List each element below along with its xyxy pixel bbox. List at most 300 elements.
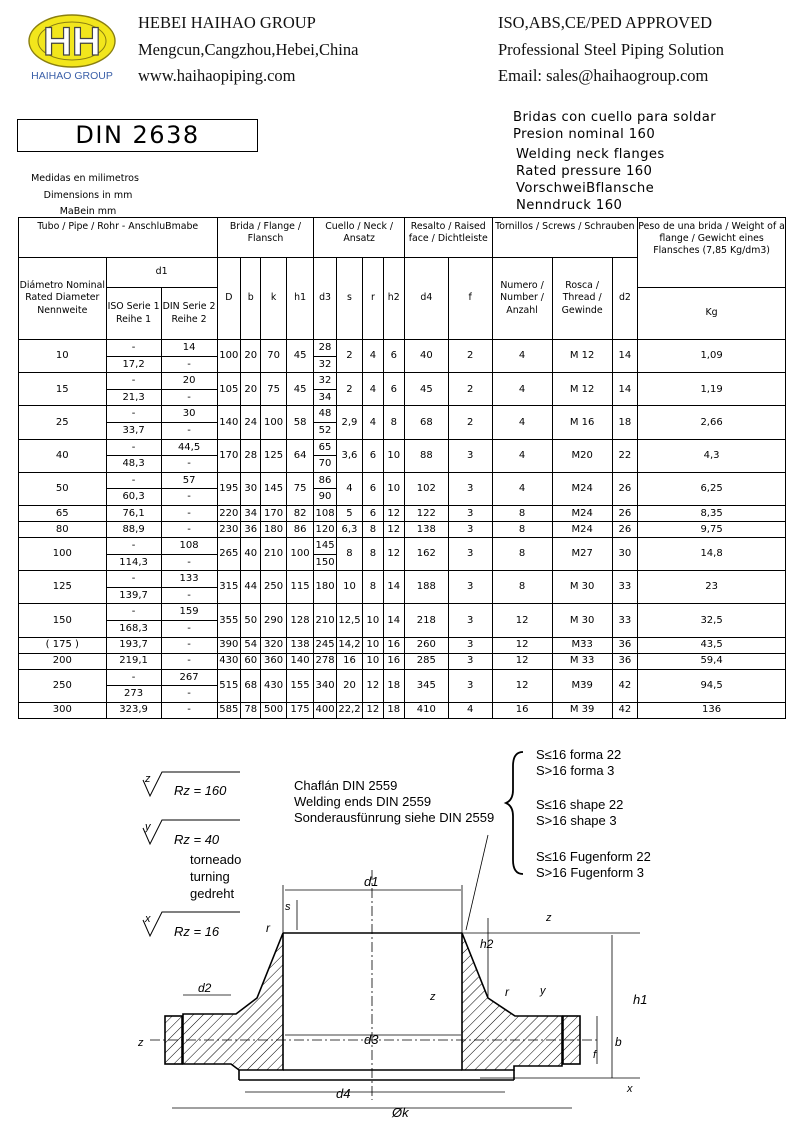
roughness-symbol-z bbox=[143, 772, 240, 798]
company-logo bbox=[26, 10, 118, 86]
desc-en-pressure: Rated pressure 160 bbox=[516, 164, 653, 179]
cell-d4: 102 bbox=[404, 472, 448, 505]
cell-k: 320 bbox=[261, 637, 286, 653]
cell-din: - bbox=[161, 702, 217, 718]
cell-din: 159 bbox=[161, 604, 217, 621]
cell-n: 8 bbox=[492, 571, 552, 604]
header-h1: h1 bbox=[286, 258, 314, 340]
label-d1: d1 bbox=[364, 874, 379, 889]
cell-iso: 48,3 bbox=[106, 456, 161, 473]
cell-kg: 136 bbox=[638, 702, 786, 718]
cell-d3: 108 bbox=[314, 505, 336, 521]
cell-d4: 88 bbox=[404, 439, 448, 472]
cell-din: - bbox=[161, 637, 217, 653]
cell-b: 78 bbox=[241, 702, 261, 718]
cell-d: 140 bbox=[217, 406, 240, 439]
cell-iso: 139,7 bbox=[106, 587, 161, 604]
label-z3: z bbox=[430, 991, 436, 1003]
cell-k: 75 bbox=[261, 373, 286, 406]
cell-n: 12 bbox=[492, 604, 552, 637]
cell-d3: 120 bbox=[314, 521, 336, 537]
label-s: s bbox=[285, 901, 291, 913]
cell-iso: - bbox=[106, 604, 161, 621]
cell-h1: 45 bbox=[286, 373, 314, 406]
cell-k: 210 bbox=[261, 537, 286, 570]
turning-de: gedreht bbox=[190, 886, 235, 901]
cell-d4: 162 bbox=[404, 537, 448, 570]
cell-iso: - bbox=[106, 439, 161, 456]
cell-d: 390 bbox=[217, 637, 240, 653]
company-website[interactable]: www.haihaopiping.com bbox=[138, 66, 296, 85]
label-z: z bbox=[546, 912, 552, 924]
dimensions-table bbox=[18, 217, 786, 719]
table-row bbox=[19, 373, 786, 390]
header-d1: d1 bbox=[106, 258, 217, 288]
cell-din: - bbox=[161, 653, 217, 669]
cell-thread: M33 bbox=[552, 637, 612, 653]
company-credentials bbox=[498, 10, 724, 90]
cell-h2: 6 bbox=[383, 373, 404, 406]
cell-thread: M 16 bbox=[552, 406, 612, 439]
cell-r: 8 bbox=[363, 571, 383, 604]
cell-h2: 12 bbox=[383, 521, 404, 537]
cell-din: - bbox=[161, 505, 217, 521]
cell-f: 3 bbox=[448, 653, 492, 669]
slogan-text: Professional Steel Piping Solution bbox=[498, 39, 724, 59]
header-kg: Kg bbox=[638, 288, 786, 340]
table-row bbox=[19, 669, 786, 686]
cell-d2: 26 bbox=[612, 472, 637, 505]
cell-b: 40 bbox=[241, 537, 261, 570]
dims-de: MaBein mm bbox=[59, 206, 117, 217]
cell-thread: M20 bbox=[552, 439, 612, 472]
table-row bbox=[19, 406, 786, 423]
cell-d3: 245 bbox=[314, 637, 336, 653]
cell-kg: 14,8 bbox=[638, 537, 786, 570]
cell-k: 125 bbox=[261, 439, 286, 472]
cell-d4: 45 bbox=[404, 373, 448, 406]
cell-d: 105 bbox=[217, 373, 240, 406]
cell-iso: 88,9 bbox=[106, 521, 161, 537]
cell-k: 180 bbox=[261, 521, 286, 537]
cell-r: 10 bbox=[363, 604, 383, 637]
cell-h1: 128 bbox=[286, 604, 314, 637]
cell-iso: 33,7 bbox=[106, 422, 161, 439]
cell-b: 50 bbox=[241, 604, 261, 637]
cell-din: - bbox=[161, 686, 217, 703]
cell-s: 6,3 bbox=[336, 521, 362, 537]
cell-iso: - bbox=[106, 537, 161, 554]
cell-k: 360 bbox=[261, 653, 286, 669]
header-b: b bbox=[241, 258, 261, 340]
roughness-1-text: Rz = 160 bbox=[174, 783, 227, 798]
cell-dn: 300 bbox=[19, 702, 107, 718]
table-row bbox=[19, 537, 786, 554]
cell-d: 355 bbox=[217, 604, 240, 637]
cell-d3: 34 bbox=[314, 389, 336, 406]
cell-f: 3 bbox=[448, 472, 492, 505]
cell-f: 3 bbox=[448, 669, 492, 702]
cell-thread: M 30 bbox=[552, 604, 612, 637]
cell-h2: 16 bbox=[383, 637, 404, 653]
table-row bbox=[19, 439, 786, 456]
cell-d2: 33 bbox=[612, 571, 637, 604]
cell-d3: 180 bbox=[314, 571, 336, 604]
cell-d4: 218 bbox=[404, 604, 448, 637]
cell-h1: 175 bbox=[286, 702, 314, 718]
cell-h2: 12 bbox=[383, 537, 404, 570]
cell-r: 6 bbox=[363, 439, 383, 472]
flange-drawing bbox=[0, 740, 793, 1122]
cell-h2: 18 bbox=[383, 702, 404, 718]
cell-d2: 14 bbox=[612, 373, 637, 406]
header-flange: Brida / Flange / Flansch bbox=[217, 218, 314, 258]
cell-b: 30 bbox=[241, 472, 261, 505]
header-weight: Peso de una brida / Weight of a flange / Gewicht eines Flansches (7,85 Kg/dm3) bbox=[638, 218, 786, 288]
cell-s: 22,2 bbox=[336, 702, 362, 718]
cell-b: 44 bbox=[241, 571, 261, 604]
company-address: Mengcun,Cangzhou,Hebei,China bbox=[138, 39, 359, 59]
desc-de-pressure: Nenndruck 160 bbox=[516, 198, 623, 213]
cell-din: - bbox=[161, 620, 217, 637]
cell-d4: 138 bbox=[404, 521, 448, 537]
cell-f: 3 bbox=[448, 505, 492, 521]
cell-din: - bbox=[161, 554, 217, 571]
cell-d3: 145 bbox=[314, 537, 336, 554]
cell-kg: 6,25 bbox=[638, 472, 786, 505]
cell-f: 3 bbox=[448, 637, 492, 653]
dims-es: Medidas en milimetros bbox=[31, 173, 139, 184]
table-row bbox=[19, 571, 786, 588]
cell-s: 14,2 bbox=[336, 637, 362, 653]
cell-r: 6 bbox=[363, 472, 383, 505]
cell-d: 230 bbox=[217, 521, 240, 537]
cell-d: 195 bbox=[217, 472, 240, 505]
email-link[interactable]: Email: sales@haihaogroup.com bbox=[498, 66, 709, 85]
cell-s: 2 bbox=[336, 340, 362, 373]
table-row bbox=[19, 637, 786, 653]
cell-s: 4 bbox=[336, 472, 362, 505]
cell-d: 430 bbox=[217, 653, 240, 669]
cell-k: 250 bbox=[261, 571, 286, 604]
cell-b: 20 bbox=[241, 373, 261, 406]
cell-h1: 138 bbox=[286, 637, 314, 653]
header-number: Numero / Number / Anzahl bbox=[492, 258, 552, 340]
label-b: b bbox=[615, 1035, 622, 1049]
cell-s: 3,6 bbox=[336, 439, 362, 472]
label-h2: h2 bbox=[480, 937, 494, 951]
cell-n: 12 bbox=[492, 653, 552, 669]
cell-iso: 273 bbox=[106, 686, 161, 703]
cell-din: - bbox=[161, 587, 217, 604]
cell-d3: 278 bbox=[314, 653, 336, 669]
cell-k: 70 bbox=[261, 340, 286, 373]
cell-d2: 36 bbox=[612, 637, 637, 653]
label-h1: h1 bbox=[633, 992, 648, 1007]
cell-dn: ( 175 ) bbox=[19, 637, 107, 653]
cell-dn: 250 bbox=[19, 669, 107, 702]
standard-title: DIN 2638 bbox=[17, 119, 258, 152]
cell-din: 30 bbox=[161, 406, 217, 423]
header-bolts: Tornillos / Screws / Schrauben bbox=[492, 218, 638, 258]
roughness-symbol-y bbox=[143, 820, 240, 847]
cell-d2: 36 bbox=[612, 653, 637, 669]
cell-r: 6 bbox=[363, 505, 383, 521]
cell-d4: 188 bbox=[404, 571, 448, 604]
header-h2: h2 bbox=[383, 258, 404, 340]
label-d2: d2 bbox=[198, 981, 212, 995]
cell-f: 3 bbox=[448, 604, 492, 637]
cell-d2: 30 bbox=[612, 537, 637, 570]
cell-k: 100 bbox=[261, 406, 286, 439]
cell-d3: 150 bbox=[314, 554, 336, 571]
svg-text:x: x bbox=[145, 913, 151, 925]
cell-iso: 21,3 bbox=[106, 389, 161, 406]
cell-iso: - bbox=[106, 472, 161, 489]
cell-d3: 48 bbox=[314, 406, 336, 423]
header-s: s bbox=[336, 258, 362, 340]
table-row bbox=[19, 340, 786, 357]
cell-r: 10 bbox=[363, 653, 383, 669]
cell-din: - bbox=[161, 489, 217, 506]
flange-section bbox=[165, 933, 580, 1080]
cell-h2: 18 bbox=[383, 669, 404, 702]
cell-r: 10 bbox=[363, 637, 383, 653]
header-pipe: Tubo / Pipe / Rohr - AnschluBmabe bbox=[19, 218, 218, 258]
cell-kg: 1,09 bbox=[638, 340, 786, 373]
cell-d: 170 bbox=[217, 439, 240, 472]
cell-d4: 410 bbox=[404, 702, 448, 718]
cell-r: 8 bbox=[363, 537, 383, 570]
flange-description bbox=[513, 109, 716, 214]
cell-d: 585 bbox=[217, 702, 240, 718]
cell-h1: 86 bbox=[286, 521, 314, 537]
cell-n: 8 bbox=[492, 505, 552, 521]
cell-d: 515 bbox=[217, 669, 240, 702]
cell-iso: - bbox=[106, 669, 161, 686]
desc-en-type: Welding neck flanges bbox=[516, 147, 665, 162]
label-z2: z bbox=[138, 1037, 144, 1049]
chamfer-en: Welding ends DIN 2559 bbox=[294, 794, 432, 809]
cell-d4: 260 bbox=[404, 637, 448, 653]
header-f: f bbox=[448, 258, 492, 340]
form-brace bbox=[506, 752, 523, 874]
header-d4: d4 bbox=[404, 258, 448, 340]
cell-iso: 76,1 bbox=[106, 505, 161, 521]
cell-thread: M 30 bbox=[552, 571, 612, 604]
dimensions-note bbox=[18, 171, 158, 221]
svg-text:z: z bbox=[145, 773, 151, 785]
cell-d4: 68 bbox=[404, 406, 448, 439]
cell-f: 3 bbox=[448, 571, 492, 604]
cell-thread: M24 bbox=[552, 521, 612, 537]
form-es-2: S>16 forma 3 bbox=[536, 763, 615, 778]
approvals-text: ISO,ABS,CE/PED APPROVED bbox=[498, 13, 713, 32]
cell-n: 4 bbox=[492, 439, 552, 472]
cell-n: 4 bbox=[492, 406, 552, 439]
label-x: x bbox=[627, 1083, 633, 1095]
svg-text:y: y bbox=[145, 821, 151, 833]
cell-iso: - bbox=[106, 373, 161, 390]
cell-dn: 150 bbox=[19, 604, 107, 637]
header-din: DIN Serie 2 Reihe 2 bbox=[161, 288, 217, 340]
cell-d3: 32 bbox=[314, 356, 336, 373]
cell-r: 4 bbox=[363, 373, 383, 406]
cell-kg: 43,5 bbox=[638, 637, 786, 653]
cell-d2: 42 bbox=[612, 669, 637, 702]
table-row bbox=[19, 604, 786, 621]
cell-iso: 323,9 bbox=[106, 702, 161, 718]
label-d3: d3 bbox=[364, 1032, 379, 1047]
cell-r: 12 bbox=[363, 702, 383, 718]
cell-kg: 4,3 bbox=[638, 439, 786, 472]
turning-en: turning bbox=[190, 869, 230, 884]
header-d2: d2 bbox=[612, 258, 637, 340]
cell-s: 12,5 bbox=[336, 604, 362, 637]
cell-k: 290 bbox=[261, 604, 286, 637]
cell-kg: 1,19 bbox=[638, 373, 786, 406]
cell-thread: M39 bbox=[552, 669, 612, 702]
cell-h2: 14 bbox=[383, 571, 404, 604]
cell-dn: 80 bbox=[19, 521, 107, 537]
cell-h2: 6 bbox=[383, 340, 404, 373]
header-r: r bbox=[363, 258, 383, 340]
dims-en: Dimensions in mm bbox=[43, 189, 133, 201]
cell-kg: 2,66 bbox=[638, 406, 786, 439]
cell-f: 2 bbox=[448, 373, 492, 406]
cell-b: 24 bbox=[241, 406, 261, 439]
cell-k: 170 bbox=[261, 505, 286, 521]
cell-d2: 26 bbox=[612, 505, 637, 521]
cell-iso: 168,3 bbox=[106, 620, 161, 637]
table-row bbox=[19, 521, 786, 537]
header-d3: d3 bbox=[314, 258, 336, 340]
cell-f: 3 bbox=[448, 521, 492, 537]
table-row bbox=[19, 702, 786, 718]
cell-d3: 70 bbox=[314, 456, 336, 473]
label-k: Øk bbox=[392, 1105, 409, 1120]
cell-s: 2,9 bbox=[336, 406, 362, 439]
cell-d3: 400 bbox=[314, 702, 336, 718]
cell-h1: 82 bbox=[286, 505, 314, 521]
cell-d2: 18 bbox=[612, 406, 637, 439]
cell-dn: 125 bbox=[19, 571, 107, 604]
cell-iso: - bbox=[106, 340, 161, 357]
desc-es-type: Bridas con cuello para soldar bbox=[513, 110, 717, 125]
svg-text:HH: HH bbox=[43, 20, 101, 64]
cell-iso: 219,1 bbox=[106, 653, 161, 669]
cell-f: 2 bbox=[448, 340, 492, 373]
label-f: f bbox=[593, 1049, 597, 1061]
cell-iso: 60,3 bbox=[106, 489, 161, 506]
desc-de-type: VorschweiBflansche bbox=[516, 181, 655, 196]
cell-din: - bbox=[161, 389, 217, 406]
cell-b: 36 bbox=[241, 521, 261, 537]
cell-thread: M24 bbox=[552, 505, 612, 521]
cell-n: 8 bbox=[492, 521, 552, 537]
cell-kg: 59,4 bbox=[638, 653, 786, 669]
cell-s: 16 bbox=[336, 653, 362, 669]
cell-din: - bbox=[161, 356, 217, 373]
cell-h2: 10 bbox=[383, 439, 404, 472]
cell-d3: 32 bbox=[314, 373, 336, 390]
cell-h1: 140 bbox=[286, 653, 314, 669]
cell-r: 12 bbox=[363, 669, 383, 702]
logo-text: HAIHAO GROUP bbox=[31, 70, 113, 82]
cell-f: 2 bbox=[448, 406, 492, 439]
cell-d3: 52 bbox=[314, 422, 336, 439]
cell-thread: M 12 bbox=[552, 340, 612, 373]
header-raised-face: Resalto / Raised face / Dichtleiste bbox=[404, 218, 492, 258]
cell-dn: 10 bbox=[19, 340, 107, 373]
cell-d2: 14 bbox=[612, 340, 637, 373]
cell-dn: 40 bbox=[19, 439, 107, 472]
cell-d4: 122 bbox=[404, 505, 448, 521]
company-name: HEBEI HAIHAO GROUP bbox=[138, 13, 316, 32]
cell-dn: 65 bbox=[19, 505, 107, 521]
cell-kg: 8,35 bbox=[638, 505, 786, 521]
cell-kg: 32,5 bbox=[638, 604, 786, 637]
header-D: D bbox=[217, 258, 240, 340]
cell-d3: 86 bbox=[314, 472, 336, 489]
cell-thread: M 12 bbox=[552, 373, 612, 406]
cell-d3: 65 bbox=[314, 439, 336, 456]
cell-din: 133 bbox=[161, 571, 217, 588]
cell-dn: 100 bbox=[19, 537, 107, 570]
header-thread: Rosca / Thread / Gewinde bbox=[552, 258, 612, 340]
cell-f: 3 bbox=[448, 439, 492, 472]
cell-d2: 26 bbox=[612, 521, 637, 537]
cell-h2: 10 bbox=[383, 472, 404, 505]
header-iso: ISO Serie 1 Reihe 1 bbox=[106, 288, 161, 340]
cell-din: - bbox=[161, 456, 217, 473]
form-de-2: S>16 Fugenform 3 bbox=[536, 865, 645, 880]
cell-d4: 285 bbox=[404, 653, 448, 669]
cell-iso: 114,3 bbox=[106, 554, 161, 571]
cell-din: 44,5 bbox=[161, 439, 217, 456]
cell-d3: 210 bbox=[314, 604, 336, 637]
cell-n: 4 bbox=[492, 472, 552, 505]
cell-r: 4 bbox=[363, 406, 383, 439]
cell-thread: M 33 bbox=[552, 653, 612, 669]
cell-iso: - bbox=[106, 406, 161, 423]
cell-iso: - bbox=[106, 571, 161, 588]
cell-b: 20 bbox=[241, 340, 261, 373]
label-y: y bbox=[540, 985, 546, 997]
cell-n: 4 bbox=[492, 373, 552, 406]
cell-h1: 75 bbox=[286, 472, 314, 505]
cell-f: 4 bbox=[448, 702, 492, 718]
cell-b: 60 bbox=[241, 653, 261, 669]
cell-thread: M24 bbox=[552, 472, 612, 505]
cell-h2: 8 bbox=[383, 406, 404, 439]
cell-d2: 42 bbox=[612, 702, 637, 718]
cell-kg: 94,5 bbox=[638, 669, 786, 702]
cell-h1: 45 bbox=[286, 340, 314, 373]
cell-b: 34 bbox=[241, 505, 261, 521]
cell-d2: 22 bbox=[612, 439, 637, 472]
cell-h1: 58 bbox=[286, 406, 314, 439]
cell-n: 12 bbox=[492, 669, 552, 702]
form-en-1: S≤16 shape 22 bbox=[536, 797, 624, 812]
cell-h1: 100 bbox=[286, 537, 314, 570]
cell-din: 20 bbox=[161, 373, 217, 390]
turning-es: torneado bbox=[190, 852, 242, 867]
table-row bbox=[19, 472, 786, 489]
cell-d2: 33 bbox=[612, 604, 637, 637]
cell-d3: 340 bbox=[314, 669, 336, 702]
cell-n: 8 bbox=[492, 537, 552, 570]
